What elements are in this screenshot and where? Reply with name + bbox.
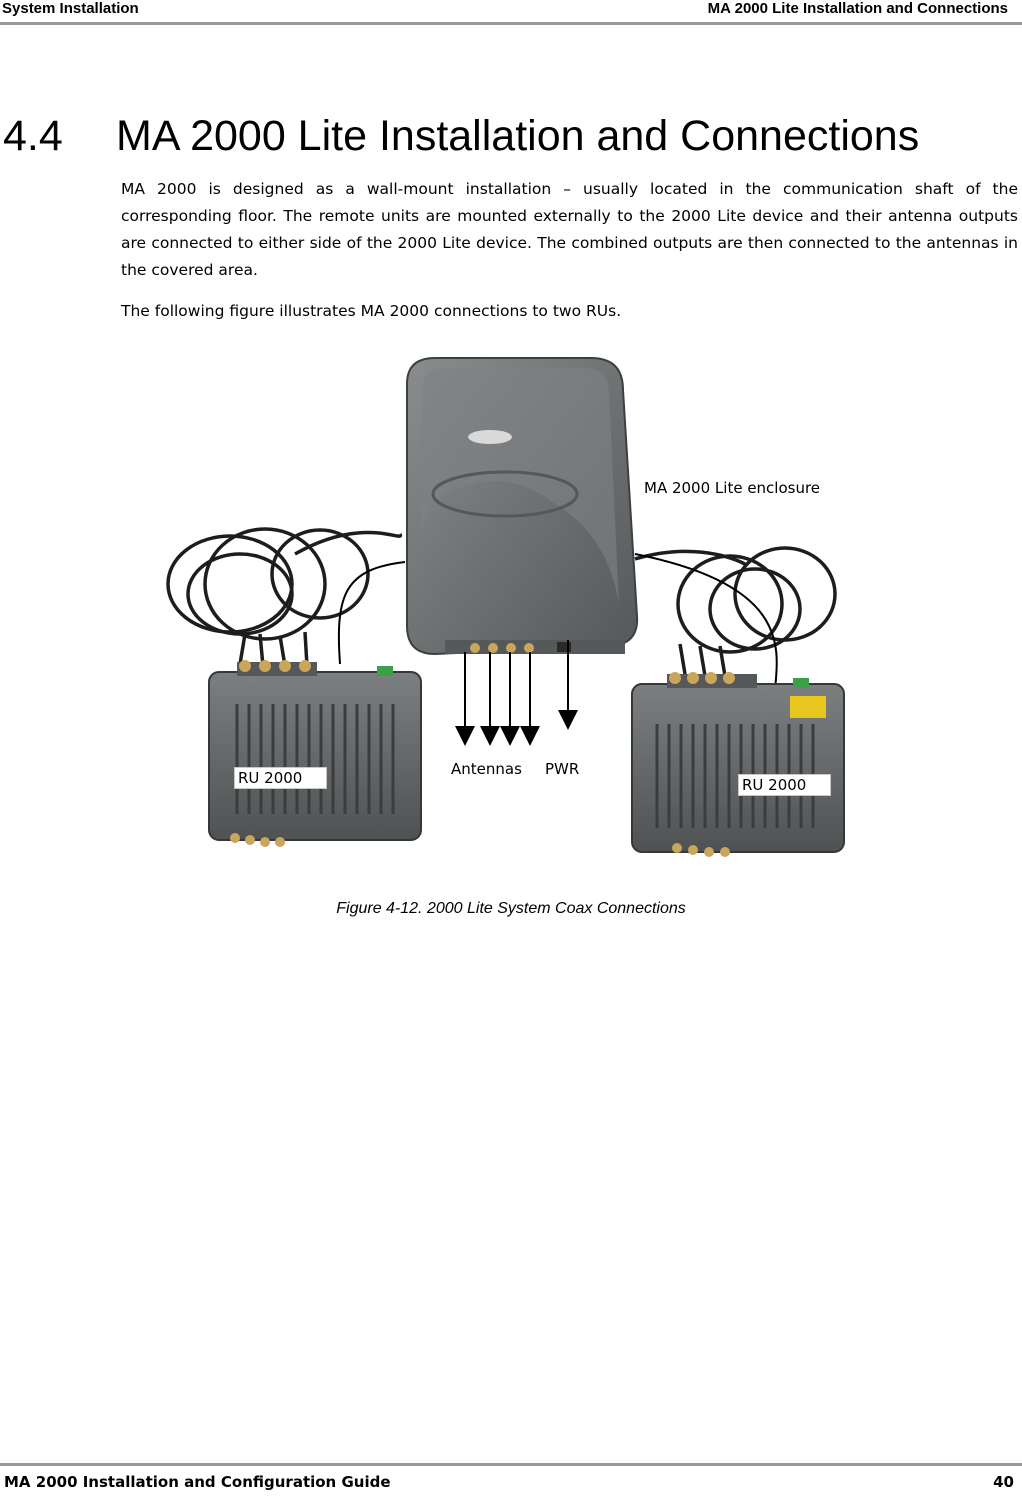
label-pwr: PWR [545,760,580,778]
body-paragraph-1: MA 2000 is designed as a wall-mount installation – usually located in the communication shaft of the corresponding floor. The remote units are mounted externally to the 2000 Lite device and their antenna outputs are connected to either side of the 2000 Lite device. The combined outputs are then connected to the antennas in the covered area. [121,180,1018,279]
footer-guide-title: MA 2000 Installation and Configuration Guide [4,1473,391,1491]
section-title: MA 2000 Lite Installation and Connections [116,112,920,160]
figure-coax-connections [145,344,871,877]
page-footer [0,1463,1022,1499]
cable-coils-right [635,548,835,676]
header-section: MA 2000 Lite Installation and Connections [707,0,1008,17]
body-paragraph-2: The following figure illustrates MA 2000 connections to two RUs. [121,302,622,320]
ru2000-right-unit [632,672,844,857]
figure-illustration [145,344,871,877]
figure-caption: Figure 4-12. 2000 Lite System Coax Connections [336,900,686,917]
label-ru-left: RU 2000 [234,767,327,789]
antenna-arrows [465,640,568,736]
page-number: 40 [993,1473,1014,1491]
ru2000-left-unit [209,660,421,847]
label-antennas: Antennas [451,760,522,778]
ma2000-enclosure [407,358,637,654]
label-ru-right: RU 2000 [738,774,831,796]
label-enclosure: MA 2000 Lite enclosure [644,479,821,497]
header-chapter: System Installation [2,0,139,17]
cable-coils-left [168,529,400,666]
page-header [0,0,1022,25]
section-number: 4.4 [3,112,63,160]
